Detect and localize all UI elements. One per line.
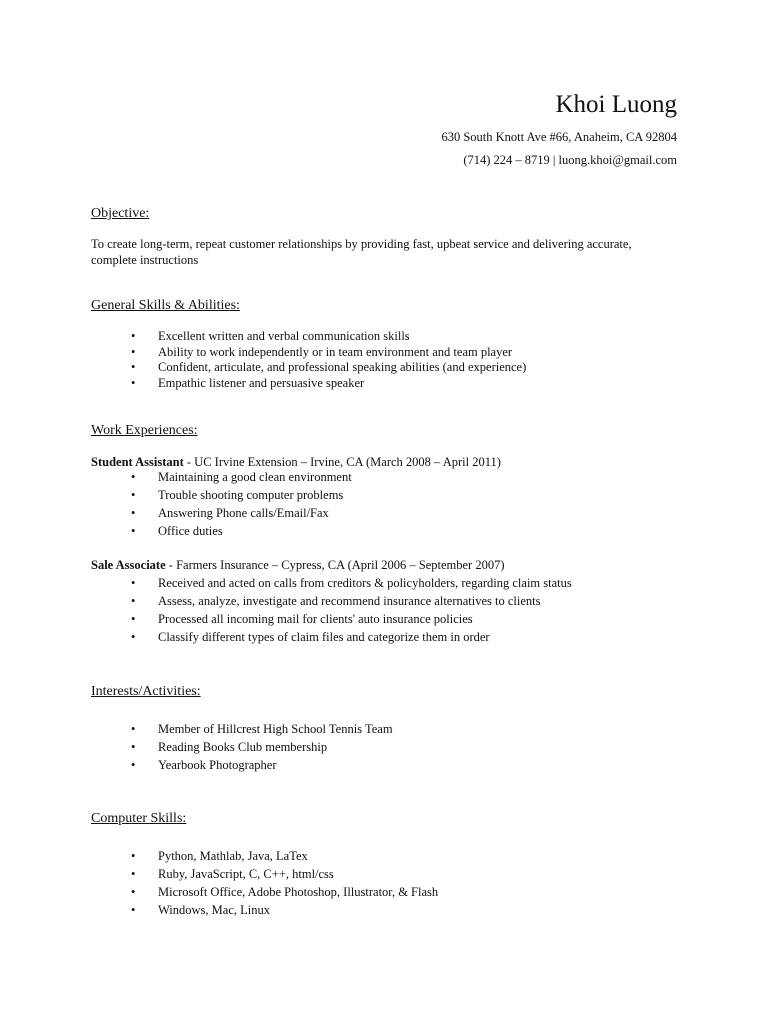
skills-list	[91, 329, 526, 391]
list-item	[91, 847, 438, 865]
applicant-contact: (714) 224 – 8719 | luong.khoi@gmail.com	[463, 153, 677, 167]
list-item	[91, 628, 572, 646]
objective-line: complete instructions	[91, 253, 199, 267]
list-item-text: Reading Books Club membership	[158, 740, 328, 754]
skills-heading: General Skills & Abilities:	[91, 298, 240, 313]
applicant-address: 630 South Knott Ave #66, Anaheim, CA 92804	[441, 130, 677, 144]
list-item	[91, 610, 572, 628]
bullet-icon: •	[131, 740, 136, 754]
list-item-text: Excellent written and verbal communication skills	[158, 329, 410, 343]
job-details: - UC Irvine Extension – Irvine, CA (March 2008 – April 2011)	[183, 455, 501, 469]
bullet-icon: •	[131, 524, 136, 538]
list-item	[91, 504, 352, 522]
list-item	[91, 329, 526, 345]
bullet-icon: •	[131, 849, 136, 863]
list-item	[91, 883, 438, 901]
bullet-icon: •	[131, 612, 136, 626]
job-title-line	[91, 557, 504, 573]
bullet-icon: •	[131, 360, 136, 374]
computer-skills-list	[91, 847, 438, 919]
bullet-icon: •	[131, 344, 136, 359]
list-item-text: Yearbook Photographer	[158, 758, 277, 772]
interests-list	[91, 720, 393, 774]
work-heading: Work Experiences:	[91, 423, 198, 438]
computer-skills-heading: Computer Skills:	[91, 811, 187, 826]
applicant-name: Khoi Luong	[555, 91, 677, 118]
objective-line: To create long-term, repeat customer relationships by providing fast, upbeat service and delivering accurate,	[91, 237, 632, 251]
list-item	[91, 522, 352, 540]
list-item-text: Trouble shooting computer problems	[158, 488, 344, 502]
bullet-icon: •	[131, 722, 136, 736]
list-item-text: Classify different types of claim files and categorize them in order	[158, 630, 490, 644]
list-item	[91, 360, 526, 376]
list-item-text: Maintaining a good clean environment	[158, 470, 352, 484]
job-duties-list	[91, 574, 572, 646]
objective-text	[91, 236, 651, 268]
bullet-icon: •	[131, 885, 136, 899]
list-item-text: Ability to work independently or in team environment and team player	[158, 344, 513, 359]
bullet-icon: •	[131, 903, 136, 917]
bullet-icon: •	[131, 506, 136, 520]
list-item	[91, 901, 438, 919]
list-item	[91, 486, 352, 504]
bullet-icon: •	[131, 867, 136, 881]
list-item	[91, 345, 526, 361]
list-item-text: Empathic listener and persuasive speaker	[158, 375, 365, 390]
list-item-text: Python, Mathlab, Java, LaTex	[158, 849, 308, 863]
list-item	[91, 468, 352, 486]
job-role: Sale Associate	[91, 558, 166, 572]
list-item-text: Received and acted on calls from creditors & policyholders, regarding claim status	[158, 576, 572, 590]
list-item	[91, 756, 393, 774]
bullet-icon: •	[131, 375, 136, 390]
list-item	[91, 574, 572, 592]
job-details: - Farmers Insurance – Cypress, CA (April 2006 – September 2007)	[165, 558, 505, 572]
job-role: Student Assistant	[91, 455, 184, 469]
list-item-text: Ruby, JavaScript, C, C++, html/css	[158, 867, 334, 881]
list-item	[91, 376, 526, 392]
bullet-icon: •	[131, 630, 136, 644]
bullet-icon: •	[131, 758, 136, 772]
list-item-text: Member of Hillcrest High School Tennis Team	[158, 722, 393, 736]
list-item-text: Office duties	[158, 524, 223, 538]
list-item-text: Assess, analyze, investigate and recommend insurance alternatives to clients	[158, 594, 541, 608]
list-item	[91, 592, 572, 610]
list-item	[91, 720, 393, 738]
list-item	[91, 738, 393, 756]
interests-heading: Interests/Activities:	[91, 684, 201, 699]
list-item-text: Windows, Mac, Linux	[158, 903, 270, 917]
bullet-icon: •	[131, 488, 136, 502]
objective-heading: Objective:	[91, 206, 150, 221]
bullet-icon: •	[131, 576, 136, 590]
bullet-icon: •	[131, 594, 136, 608]
list-item	[91, 865, 438, 883]
list-item-text: Processed all incoming mail for clients' auto insurance policies	[158, 612, 473, 626]
list-item-text: Answering Phone calls/Email/Fax	[158, 506, 329, 520]
list-item-text: Confident, articulate, and professional speaking abilities (and experience)	[158, 360, 527, 374]
list-item-text: Microsoft Office, Adobe Photoshop, Illustrator, & Flash	[158, 885, 439, 899]
bullet-icon: •	[131, 329, 136, 343]
bullet-icon: •	[131, 470, 136, 484]
job-duties-list	[91, 468, 352, 540]
